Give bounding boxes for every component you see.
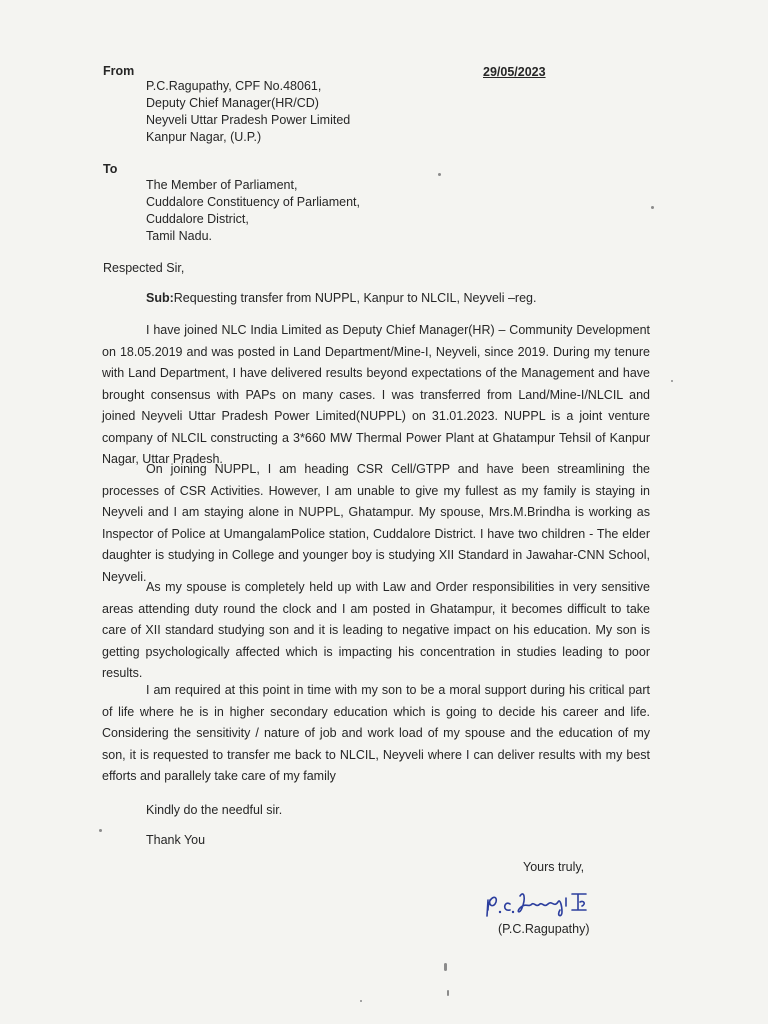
to-label: To [103,162,118,176]
sender-address [146,78,350,146]
request-line: Kindly do the needful sir. [146,803,283,817]
scan-speck [360,1000,362,1002]
recipient-address [146,177,360,245]
paragraph-text: I have joined NLC India Limited as Deputy Chief Manager(HR) – Community Development on 18.05.2019 and was posted in Land Department/Mine-I, Neyveli, since 2019. During my tenure with Land Department, I have delivered results beyond expectations of the Management and have brought consensus with PAPs on many cases. I was transferred from Land/Mine-I/NLCIL and joined Neyveli Uttar Pradesh Power Limited(NUPPL) on 31.01.2023. NUPPL is a joint venture company of NLCIL constructing a 3*660 MW Thermal Power Plant at Ghatampur Tehsil of Kanpur Nagar, Uttar Pradesh. [102,323,650,466]
paragraph-text: On joining NUPPL, I am heading CSR Cell/GTPP and have been streamlining the processes of CSR Activities. However, I am unable to give my fullest as my family is staying in Neyveli and I am staying alone in NUPPL, Ghatampur. My spouse, Mrs.M.Brindha is working as Inspector of Police at UmangalamPolice station, Cuddalore District. I have two children - The elder daughter is studying in College and younger boy is studying XII Standard in Jawahar-CNN School, Neyveli. [102,462,650,584]
body-paragraph-4 [102,680,650,788]
signatory-name: (P.C.Ragupathy) [498,922,590,936]
scan-speck [99,829,102,832]
scan-speck [438,173,441,176]
sender-line: Neyveli Uttar Pradesh Power Limited [146,113,351,127]
handwritten-signature [482,886,602,920]
letter-date: 29/05/2023 [483,65,546,79]
from-label: From [103,64,135,78]
subject-line [146,291,536,305]
sender-line: P.C.Ragupathy, CPF No.48061, [146,79,322,93]
salutation: Respected Sir, [103,261,185,275]
recipient-line: The Member of Parliament, [146,178,298,192]
scan-speck [651,206,654,209]
scan-speck [671,380,673,382]
sender-line: Deputy Chief Manager(HR/CD) [146,96,319,110]
recipient-line: Cuddalore Constituency of Parliament, [146,195,361,209]
paragraph-text: I am required at this point in time with my son to be a moral support during his critical part of life where he is in higher secondary education which is going to decide his career and life. Considering the sensitivity / nature of job and work load of my spouse and the education of my son, it is requested to transfer me back to NLCIL, Neyveli where I can deliver results with my best efforts and parallely take care of my family [102,683,650,783]
body-paragraph-3 [102,577,650,685]
scan-speck [447,990,449,996]
recipient-line: Cuddalore District, [146,212,249,226]
paragraph-text: As my spouse is completely held up with Law and Order responsibilities in very sensitive areas attending duty round the clock and I am posted in Ghatampur, it becomes difficult to take care of XII standard studying son and it is leading to negative impact on his education. My son is getting psychologically affected which is impacting his concentration in studies leading to poor results. [102,580,650,680]
valediction: Yours truly, [523,860,585,874]
sender-line: Kanpur Nagar, (U.P.) [146,130,262,144]
thanks-line: Thank You [146,833,206,847]
body-paragraph-1 [102,320,650,471]
subject-text: Requesting transfer from NUPPL, Kanpur to NLCIL, Neyveli –reg. [173,291,537,305]
recipient-line: Tamil Nadu. [146,229,212,243]
scan-speck [444,963,447,971]
subject-label: Sub: [146,291,174,305]
body-paragraph-2 [102,459,650,588]
